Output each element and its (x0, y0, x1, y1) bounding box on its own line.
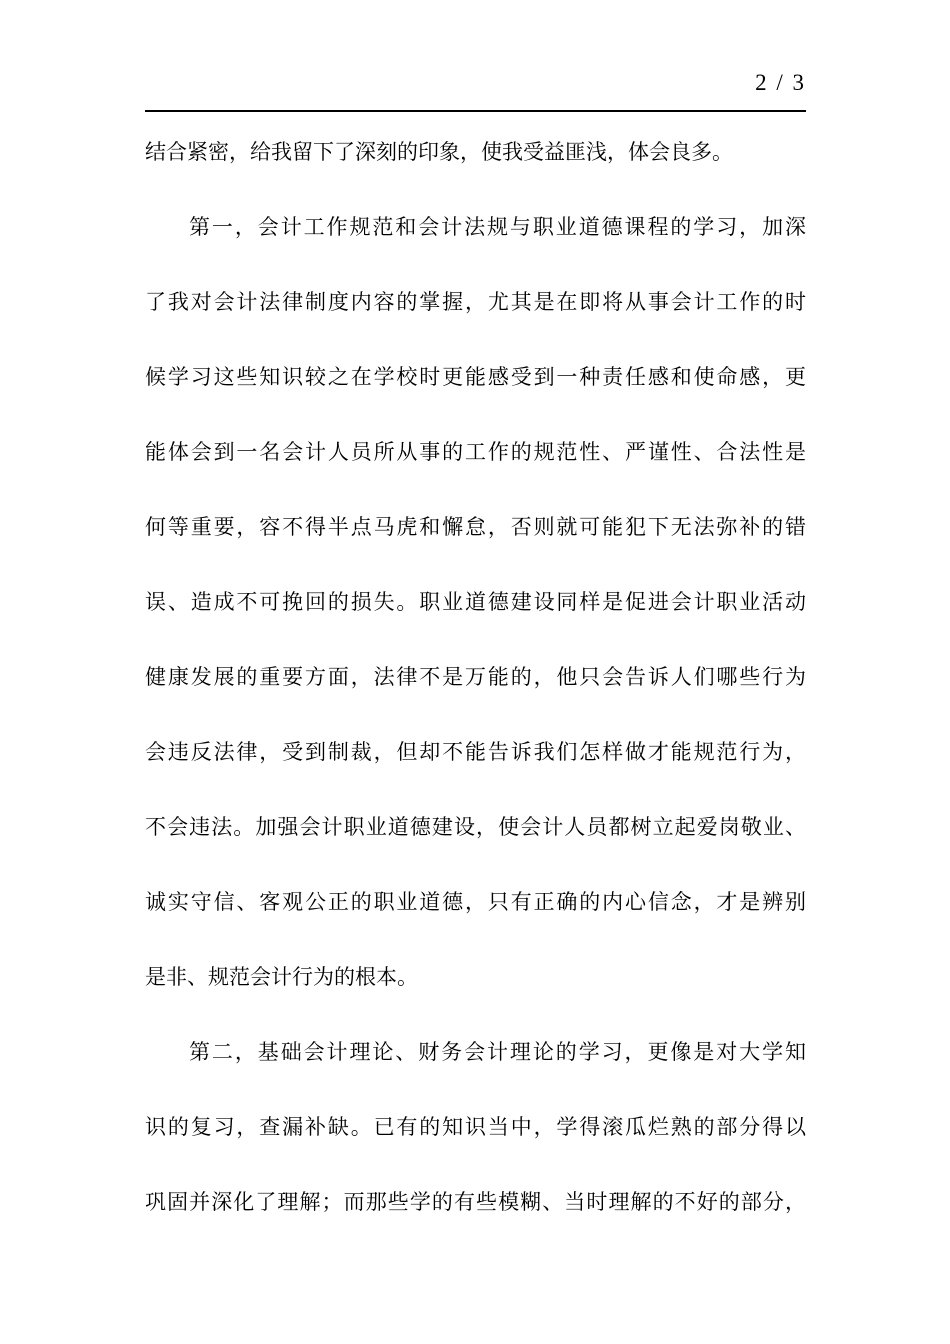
text-line: 第二，基础会计理论、财务会计理论的学习，更像是对大学知 (189, 1040, 806, 1064)
text-line: 候学习这些知识较之在学校时更能感受到一种责任感和使命感，更 (145, 365, 806, 389)
page-number: 2 / 3 (755, 70, 806, 95)
text-line: 巩固并深化了理解；而那些学的有些模糊、当时理解的不好的部分， (145, 1190, 806, 1214)
text-line: 能体会到一名会计人员所从事的工作的规范性、严谨性、合法性是 (145, 440, 806, 464)
header-rule (145, 110, 806, 112)
text-line: 何等重要，容不得半点马虎和懈怠，否则就可能犯下无法弥补的错 (145, 515, 806, 539)
text-line: 是非、规范会计行为的根本。 (145, 965, 418, 989)
text-line: 不会违法。加强会计职业道德建设，使会计人员都树立起爱岗敬业、 (145, 815, 806, 839)
text-line: 了我对会计法律制度内容的掌握，尤其是在即将从事会计工作的时 (145, 290, 806, 314)
text-line: 健康发展的重要方面，法律不是万能的，他只会告诉人们哪些行为 (145, 665, 806, 689)
text-line: 诚实守信、客观公正的职业道德，只有正确的内心信念，才是辨别 (145, 890, 806, 914)
text-line: 误、造成不可挽回的损失。职业道德建设同样是促进会计职业活动 (145, 590, 806, 614)
body-text (145, 126, 806, 1251)
text-line: 第一，会计工作规范和会计法规与职业道德课程的学习，加深 (189, 215, 806, 239)
text-line: 结合紧密，给我留下了深刻的印象，使我受益匪浅，体会良多。 (145, 140, 733, 164)
text-line: 识的复习，查漏补缺。已有的知识当中，学得滚瓜烂熟的部分得以 (145, 1115, 806, 1139)
text-line: 会违反法律，受到制裁，但却不能告诉我们怎样做才能规范行为， (145, 740, 806, 764)
